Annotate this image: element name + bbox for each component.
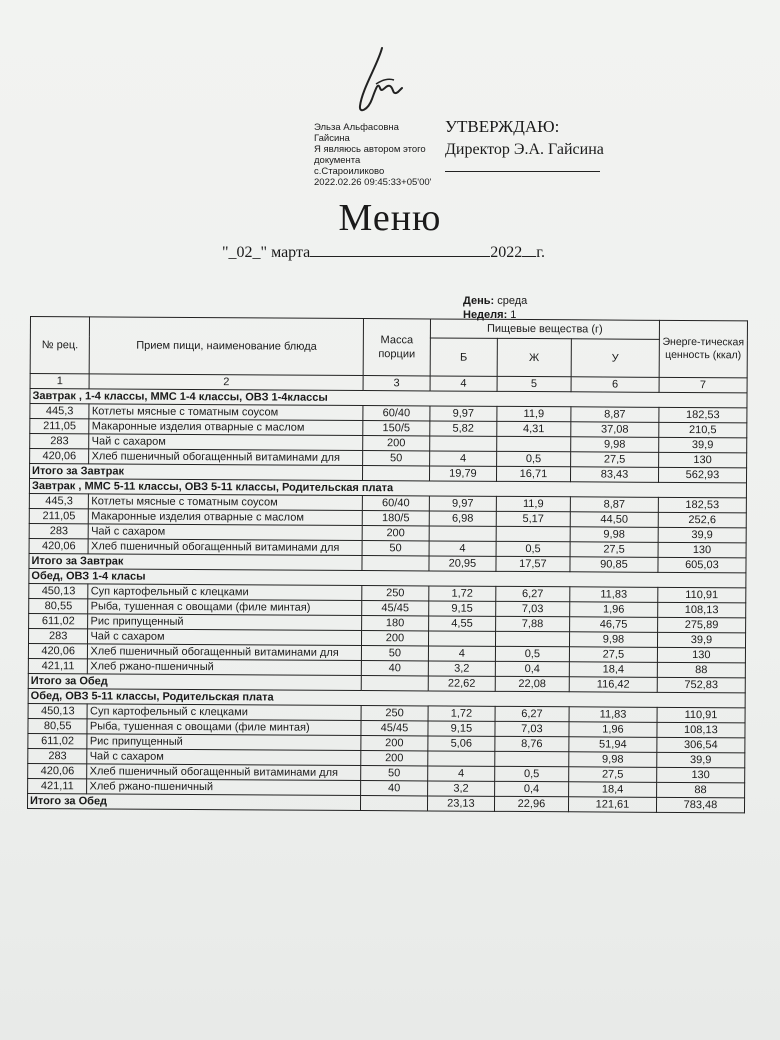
dish-name: Хлеб ржано-пшеничный [88, 659, 362, 676]
page-title: Меню [338, 197, 442, 239]
portion-mass: 60/40 [362, 496, 429, 511]
recipe-number: 420,06 [28, 643, 88, 658]
recipe-number: 283 [28, 628, 88, 643]
total-label: Итого за Обед [27, 793, 360, 810]
day-label: День: [463, 295, 495, 307]
menu-table [27, 316, 748, 813]
energy-value: 110,91 [657, 707, 745, 723]
dish-name: Чай с сахаром [88, 629, 362, 646]
energy-value: 88 [656, 782, 744, 798]
energy-value: 88 [657, 662, 745, 678]
recipe-number: 80,55 [28, 718, 88, 733]
dish-name: Чай с сахаром [89, 524, 363, 541]
total-mass-empty [362, 556, 429, 571]
fat-value [495, 751, 569, 766]
energy-value: 110,91 [658, 587, 746, 603]
dish-name: Рис припущенный [88, 614, 362, 631]
recipe-number: 611,02 [28, 733, 88, 748]
carbs-value: 27,5 [570, 542, 658, 558]
dish-name: Хлеб ржано-пшеничный [87, 779, 361, 796]
dish-name: Суп картофельный с клецками [87, 704, 361, 721]
energy-value: 39,9 [659, 437, 747, 453]
total-carbs: 83,43 [571, 467, 659, 483]
portion-mass: 250 [362, 586, 429, 601]
recipe-number: 420,06 [28, 763, 88, 778]
portion-mass: 150/5 [363, 421, 430, 436]
menu-body [27, 389, 747, 813]
protein-value: 4 [428, 646, 495, 661]
carbs-value: 27,5 [569, 767, 657, 783]
portion-mass: 200 [361, 751, 428, 766]
fat-value: 0,5 [496, 451, 570, 466]
protein-value: 6,98 [429, 511, 496, 526]
energy-value: 108,13 [658, 602, 746, 618]
dish-name: Рыба, тушенная с овощами (филе минтая) [88, 599, 362, 616]
energy-value: 252,6 [658, 512, 746, 528]
total-carbs: 90,85 [570, 557, 658, 573]
total-carbs: 121,61 [569, 797, 657, 813]
fat-value: 7,03 [495, 601, 569, 616]
portion-mass: 50 [361, 766, 428, 781]
energy-value: 182,53 [658, 497, 746, 513]
protein-value: 4 [430, 451, 497, 466]
recipe-number: 80,55 [29, 598, 89, 613]
energy-value: 130 [658, 542, 746, 558]
stamp-line: Эльза Альфасовна [314, 122, 399, 133]
date-year: 2022 [490, 244, 523, 261]
carbs-value: 9,98 [570, 632, 658, 648]
date-suffix: г. [536, 244, 546, 261]
total-energy: 783,48 [656, 797, 744, 813]
energy-value: 130 [657, 767, 745, 783]
portion-mass: 45/45 [361, 721, 428, 736]
carbs-value: 11,83 [569, 707, 657, 723]
total-fat: 22,96 [494, 796, 568, 811]
portion-mass: 60/40 [363, 406, 430, 421]
portion-mass: 40 [361, 661, 428, 676]
week-value: 1 [510, 309, 517, 321]
col-number: 1 [30, 374, 90, 389]
total-protein: 19,79 [430, 466, 497, 481]
header-name: Прием пищи, наименование блюда [90, 317, 364, 376]
header-energy: Энерге-тическая ценность (ккал) [659, 320, 747, 378]
energy-value: 182,53 [659, 407, 747, 423]
fat-value: 11,9 [496, 496, 570, 511]
fat-value: 0,5 [496, 541, 570, 556]
carbs-value: 44,50 [570, 512, 658, 528]
dish-name: Котлеты мясные с томатным соусом [89, 494, 363, 511]
total-label: Итого за Завтрак [29, 553, 362, 570]
fat-value [496, 436, 570, 451]
carbs-value: 9,98 [570, 527, 658, 543]
recipe-number: 211,05 [30, 419, 90, 434]
col-number: 7 [659, 377, 747, 393]
header-u: У [571, 339, 659, 377]
col-number: 6 [571, 377, 659, 393]
carbs-value: 27,5 [571, 452, 659, 468]
portion-mass: 50 [362, 541, 429, 556]
carbs-value: 9,98 [571, 437, 659, 453]
protein-value: 9,97 [429, 496, 496, 511]
total-energy: 562,93 [658, 467, 746, 483]
header-mass: Масса порции [363, 319, 430, 376]
portion-mass: 200 [361, 736, 428, 751]
energy-value: 210,5 [659, 422, 747, 438]
portion-mass: 50 [363, 451, 430, 466]
col-number: 5 [497, 376, 571, 391]
week-label: Неделя: [463, 309, 508, 321]
energy-value: 39,9 [657, 752, 745, 768]
fat-value: 0,4 [494, 781, 568, 796]
recipe-number: 445,3 [29, 493, 89, 508]
header-b: Б [430, 338, 497, 376]
portion-mass: 200 [362, 526, 429, 541]
total-fat: 22,08 [495, 676, 569, 691]
protein-value: 5,82 [430, 421, 497, 436]
protein-value: 4 [429, 541, 496, 556]
protein-value: 9,15 [429, 601, 496, 616]
total-fat: 17,57 [496, 556, 570, 571]
fat-value: 7,03 [495, 721, 569, 736]
total-label: Итого за Завтрак [30, 464, 363, 481]
dish-name: Котлеты мясные с томатным соусом [89, 404, 363, 421]
col-number: 4 [430, 376, 497, 391]
carbs-value: 11,83 [570, 587, 658, 603]
energy-value: 108,13 [657, 722, 745, 738]
total-energy: 605,03 [658, 557, 746, 573]
total-protein: 20,95 [429, 556, 496, 571]
protein-value [430, 436, 497, 451]
section-title: Обед, ОВЗ 5-11 классы, Родительская плата [28, 688, 745, 707]
recipe-number: 450,13 [28, 703, 88, 718]
total-fat: 16,71 [496, 466, 570, 481]
dish-name: Суп картофельный с клецками [88, 584, 362, 601]
section-title: Обед, ОВЗ 1-4 класы [29, 568, 746, 587]
dish-name: Макаронные изделия отварные с маслом [89, 509, 363, 526]
total-carbs: 116,42 [569, 677, 657, 693]
recipe-number: 211,05 [29, 508, 89, 523]
col-number: 3 [363, 376, 430, 391]
portion-mass: 40 [360, 781, 427, 796]
approval-block [445, 117, 604, 172]
header-nutrients: Пищевые вещества (г) [430, 319, 659, 340]
protein-value: 4,55 [429, 616, 496, 631]
energy-value: 39,9 [657, 632, 745, 648]
carbs-value: 8,87 [570, 497, 658, 513]
recipe-number: 283 [28, 748, 88, 763]
total-protein: 22,62 [428, 676, 495, 691]
fat-value: 4,31 [497, 421, 571, 436]
recipe-number: 445,3 [30, 404, 90, 419]
portion-mass: 45/45 [362, 601, 429, 616]
stamp-line: 2022.02.26 09:45:33+05'00' [314, 177, 432, 188]
section-title: Завтрак , 1-4 классы, ММС 1-4 классы, ОВЗ 1-4классы [30, 389, 747, 408]
portion-mass: 250 [361, 706, 428, 721]
recipe-number: 421,11 [28, 778, 88, 793]
document-date [222, 242, 545, 262]
recipe-number: 283 [30, 434, 90, 449]
fat-value: 7,88 [495, 616, 569, 631]
fat-value: 11,9 [497, 406, 571, 421]
dish-name: Рыба, тушенная с овощами (филе минтая) [87, 719, 361, 736]
carbs-value: 51,94 [569, 737, 657, 753]
recipe-number: 421,11 [28, 658, 88, 673]
dish-name: Хлеб пшеничный обогащенный витаминами для [88, 539, 362, 556]
header-zh: Ж [497, 339, 572, 377]
carbs-value: 1,96 [569, 722, 657, 738]
dish-name: Хлеб пшеничный обогащенный витаминами для [89, 449, 363, 466]
protein-value: 3,2 [428, 661, 495, 676]
portion-mass: 200 [361, 631, 428, 646]
protein-value: 9,15 [428, 721, 495, 736]
carbs-value: 9,98 [569, 752, 657, 768]
dish-name: Хлеб пшеничный обогащенный витаминами для [87, 764, 361, 781]
fat-value: 0,5 [494, 766, 568, 781]
energy-value: 275,89 [657, 617, 745, 633]
approval-title: УТВЕРЖДАЮ: [445, 117, 560, 136]
fat-value [496, 526, 570, 541]
protein-value: 1,72 [428, 706, 495, 721]
stamp-line: Я являюсь автором этого [314, 144, 426, 155]
protein-value: 9,97 [430, 406, 497, 421]
date-prefix: "_02_" марта [222, 244, 311, 261]
energy-value: 39,9 [658, 527, 746, 543]
carbs-value: 18,4 [569, 782, 657, 798]
total-protein: 23,13 [427, 796, 494, 811]
protein-value: 3,2 [428, 781, 495, 796]
total-row [27, 793, 744, 812]
signature-image [352, 44, 412, 116]
total-mass-empty [362, 466, 429, 481]
carbs-value: 18,4 [569, 662, 657, 678]
portion-mass: 50 [361, 646, 428, 661]
protein-value: 4 [428, 766, 495, 781]
fat-value: 6,27 [495, 706, 569, 721]
total-energy: 752,83 [657, 677, 745, 693]
fat-value: 5,17 [496, 511, 570, 526]
protein-value: 5,06 [428, 736, 495, 751]
day-value: среда [497, 295, 528, 307]
energy-value: 130 [657, 647, 745, 663]
carbs-value: 8,87 [571, 407, 659, 423]
fat-value: 8,76 [495, 736, 569, 751]
col-number: 2 [89, 374, 363, 391]
recipe-number: 450,13 [29, 583, 89, 598]
recipe-number: 611,02 [29, 613, 89, 628]
dish-name: Макаронные изделия отварные с маслом [89, 419, 363, 436]
stamp-line: Гайсина [314, 133, 350, 144]
dish-name: Хлеб пшеничный обогащенный витаминами для [88, 644, 362, 661]
energy-value: 306,54 [657, 737, 745, 753]
director-name: Директор Э.А. Гайсина [445, 141, 604, 158]
fat-value: 6,27 [496, 586, 570, 601]
dish-name: Чай с сахаром [87, 749, 361, 766]
protein-value [429, 631, 496, 646]
protein-value [429, 526, 496, 541]
section-title: Завтрак , ММС 5-11 классы, ОВЗ 5-11 классы, Родительская плата [29, 479, 746, 498]
recipe-number: 420,06 [30, 449, 90, 464]
energy-value: 130 [658, 452, 746, 468]
total-label: Итого за Обед [28, 673, 361, 690]
carbs-value: 27,5 [569, 647, 657, 663]
header-num: № рец. [30, 317, 90, 374]
carbs-value: 46,75 [570, 617, 658, 633]
portion-mass: 180/5 [362, 511, 429, 526]
total-mass-empty [360, 796, 427, 811]
recipe-number: 283 [29, 523, 89, 538]
stamp-line: с.Староиликово [314, 166, 385, 177]
fat-value: 0,4 [495, 661, 569, 676]
total-mass-empty [361, 676, 428, 691]
recipe-number: 420,06 [29, 538, 89, 553]
portion-mass: 180 [362, 616, 429, 631]
stamp-line: документа [314, 155, 361, 166]
protein-value [428, 751, 495, 766]
dish-name: Рис припущенный [87, 734, 361, 751]
dish-name: Чай с сахаром [89, 434, 363, 451]
digital-signature-stamp [314, 122, 431, 188]
carbs-value: 1,96 [570, 602, 658, 618]
protein-value: 1,72 [429, 586, 496, 601]
portion-mass: 200 [363, 436, 430, 451]
fat-value: 0,5 [495, 646, 569, 661]
carbs-value: 37,08 [571, 422, 659, 438]
fat-value [495, 631, 569, 646]
signature-line [445, 171, 600, 172]
